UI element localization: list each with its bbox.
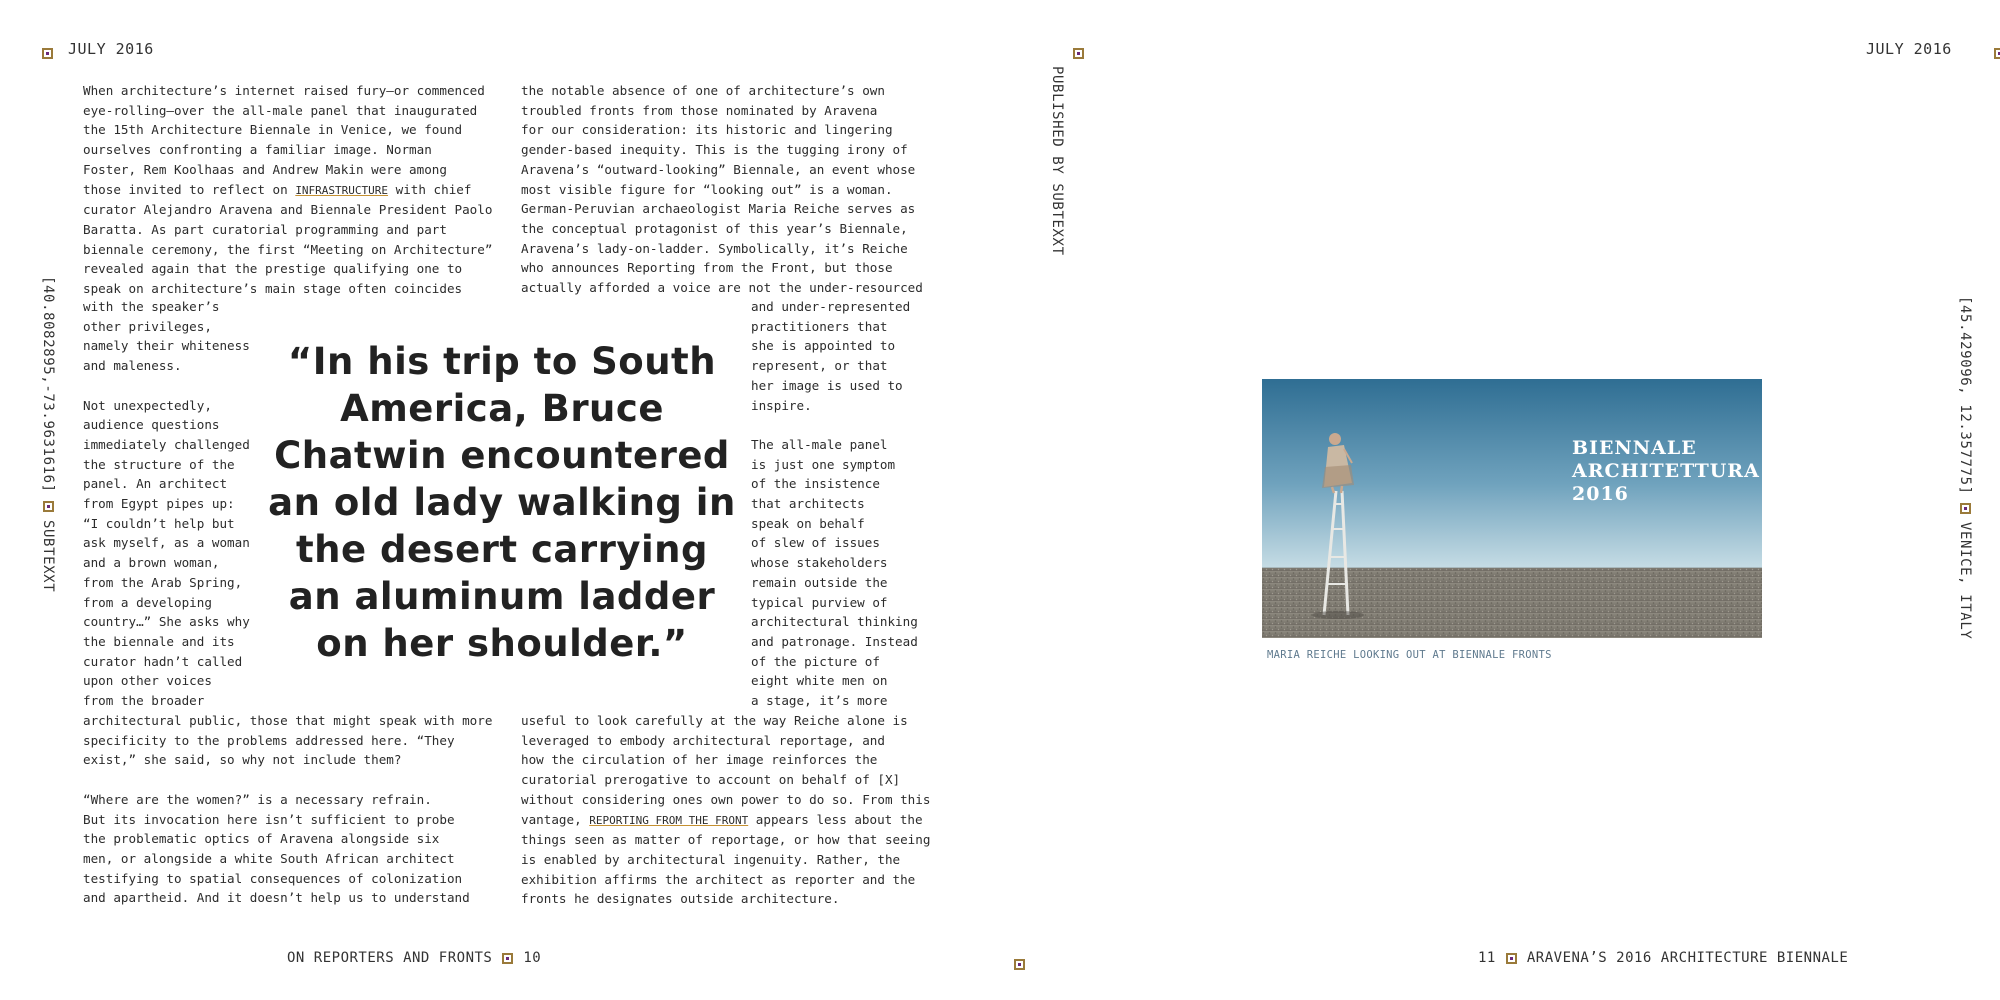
infrastructure-link[interactable]: INFRASTRUCTURE: [295, 183, 389, 197]
footer-marker-icon: [1506, 953, 1517, 964]
margin-marker-icon: [43, 501, 54, 512]
poster-line-2: ARCHITETTURA: [1572, 460, 1760, 482]
article-col2-narrow: and under-represented practitioners that she is appointed to represent, or that her image is used to inspire. The all-male panel is just one symptom of the insistence that architects speak on behalf of slew of issues whose stakeholders remain outside the typical purview of architectural thinking and patronage. Instead of the picture of eight white men on a stage, it’s more: [751, 299, 918, 709]
right-margin-meta: [1957, 296, 1973, 639]
right-footer-title: ARAVENA’S 2016 ARCHITECTURE BIENNALE: [1526, 950, 1849, 966]
corner-marker-icon: [1994, 48, 2000, 59]
right-footer: [1478, 950, 1848, 966]
left-footer: [287, 950, 541, 966]
reporting-from-the-front-link[interactable]: REPORTING FROM THE FRONT: [589, 813, 749, 827]
margin-marker-icon: [1960, 503, 1971, 514]
spine-marker-icon: [1073, 48, 1084, 59]
right-header-date: JULY 2016: [1866, 40, 1952, 58]
left-margin-meta: [40, 276, 56, 592]
biennale-photo: [1262, 379, 1762, 638]
biennale-photo-art: [1262, 379, 1762, 638]
article-col1-bottom: architectural public, those that might speak with more specificity to the problems addressed here. “They exist,” she said, so why not include them? “Where are the women?” is a necessary refrain. But its invocation here isn’t sufficient to probe the problematic optics of Aravena alongside six men, or alongside a white South African architect testifying to spatial consequences of colonization and apartheid. And it doesn’t help us to understand: [83, 713, 493, 906]
left-margin-coords: [40.8082895,-73.9631616]: [40, 276, 56, 493]
poster-line-3: 2016: [1572, 483, 1629, 505]
left-margin-brand: SUBTEXXT: [40, 519, 56, 592]
corner-marker-icon: [42, 48, 53, 59]
center-footer-marker-icon: [1014, 959, 1025, 970]
article-col1-top: When architecture’s internet raised fury—or commenced eye-rolling—over the all-male panel that inaugurated the 15th Architecture Biennale in Venice, we found ourselves confronting a familiar image. Norman Foster, Rem Koolhaas and Andrew Makin were among those invited to reflect on INFRASTRUCTURE with chief curator Alejandro Aravena and Biennale President Paolo Baratta. As part curatorial programming and part biennale ceremony, the first “Meeting on Architecture” revealed again that the prestige qualifying one to speak on architecture’s main stage often coincides: [83, 83, 493, 297]
article-col1-narrow: with the speaker’s other privileges, namely their whiteness and maleness. Not unexpectedly, audience questions immediately challenged the structure of the panel. An architect from Egypt pipes up: “I couldn’t help but ask myself, as a woman and a brown woman, from the Arab Spring, from a developing country…” She asks why the biennale and its curator hadn’t called upon other voices from the broader: [83, 299, 250, 709]
spine-publisher: PUBLISHED BY SUBTEXXT: [1049, 66, 1065, 256]
poster-line-1: BIENNALE: [1572, 437, 1697, 459]
left-header-date: JULY 2016: [68, 40, 154, 58]
footer-marker-icon: [502, 953, 513, 964]
left-page-number: 10: [523, 950, 542, 966]
left-footer-title: ON REPORTERS AND FRONTS: [287, 950, 493, 966]
right-margin-coords: [45.429096, 12.357775]: [1957, 296, 1973, 495]
photo-caption: MARIA REICHE LOOKING OUT AT BIENNALE FRONTS: [1267, 649, 1552, 661]
right-page-number: 11: [1478, 950, 1496, 966]
article-col2-top: the notable absence of one of architecture’s own troubled fronts from those nominated by Aravena for our consideration: its historic and lingering gender-based inequity. This is the tugging irony of Aravena’s “outward-looking” Biennale, an event whose most visible figure for “looking out” is a woman. German-Peruvian archaeologist Maria Reiche serves as the conceptual protagonist of this year’s Biennale, Aravena’s lady-on-ladder. Symbolically, it’s Reiche who announces Reporting from the Front, but those actually afforded a voice are not the under-resourced: [521, 83, 923, 296]
pull-quote: “In his trip to South America, Bruce Chatwin encountered an old lady walking in the desert carrying an aluminum ladder on her shoulder.”: [268, 340, 736, 665]
right-margin-location: VENICE, ITALY: [1957, 521, 1973, 640]
article-col2-bottom: useful to look carefully at the way Reiche alone is leveraged to embody architectural reportage, and how the circulation of her image reinforces the curatorial prerogative to account on behalf of [X] without considering ones own power to do so. From this vantage, REPORTING FROM THE FRONT appears less about the things seen as matter of reportage, or how that seeing is enabled by architectural ingenuity. Rather, the exhibition affirms the architect as reporter and the fronts he designates outside architecture.: [521, 713, 931, 907]
